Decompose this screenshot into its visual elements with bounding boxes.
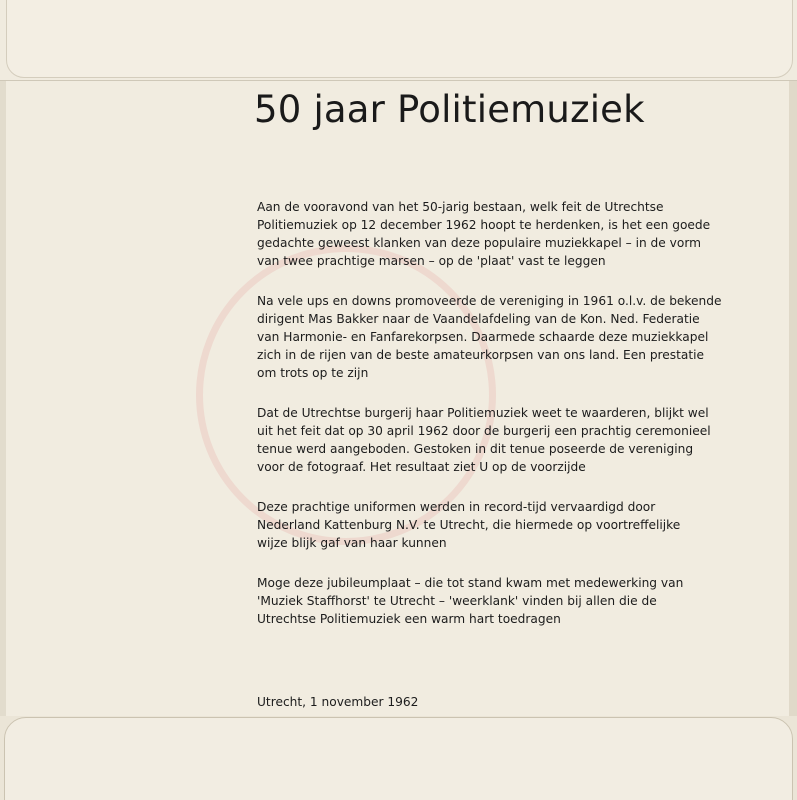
- text-line: Utrechtse Politiemuziek een warm hart toedragen: [257, 612, 561, 626]
- text-line: Moge deze jubileumplaat – die tot stand kwam met medewerking van: [257, 576, 684, 590]
- text-line: Aan de vooravond van het 50-jarig bestaan, welk feit de Utrechtse: [257, 200, 664, 214]
- text-line: Na vele ups en downs promoveerde de vereniging in 1961 o.l.v. de bekende: [257, 294, 722, 308]
- paragraph-3: [257, 404, 777, 476]
- text-line: om trots op te zijn: [257, 366, 369, 380]
- text-line: Politiemuziek op 12 december 1962 hoopt te herdenken, is het een goede: [257, 218, 711, 232]
- text-line: Deze prachtige uniformen werden in record-tijd vervaardigd door: [257, 500, 656, 514]
- text-line: gedachte geweest klanken van deze populaire muziekkapel – in de vorm: [257, 236, 702, 250]
- text-line: van Harmonie- en Fanfarekorpsen. Daarmede schaarde deze muziekkapel: [257, 330, 709, 344]
- text-line: dirigent Mas Bakker naar de Vaandelafdeling van de Kon. Ned. Federatie: [257, 312, 700, 326]
- sleeve-bottom-flap-fold: [4, 717, 793, 800]
- paragraph-2: [257, 292, 777, 382]
- paragraph-5: [257, 574, 777, 628]
- text-line: uit het feit dat op 30 april 1962 door de burgerij een prachtig ceremonieel: [257, 424, 711, 438]
- sleeve-right-edge: [789, 0, 797, 800]
- paragraph-4: [257, 498, 777, 552]
- text-line: voor de fotograaf. Het resultaat ziet U op de voorzijde: [257, 460, 586, 474]
- text-line: van twee prachtige marsen – op de 'plaat' vast te leggen: [257, 254, 606, 268]
- sleeve-left-edge: [0, 0, 6, 800]
- sleeve-top-flap-fold: [6, 0, 793, 78]
- page-title: 50 jaar Politiemuziek: [254, 88, 645, 131]
- text-line: tenue werd aangeboden. Gestoken in dit tenue poseerde de vereniging: [257, 442, 694, 456]
- text-line: zich in de rijen van de beste amateurkorpsen van ons land. Een prestatie: [257, 348, 705, 362]
- text-line: Dat de Utrechtse burgerij haar Politiemuziek weet te waarderen, blijkt wel: [257, 406, 709, 420]
- liner-notes: [257, 198, 777, 650]
- text-line: 'Muziek Staffhorst' te Utrecht – 'weerklank' vinden bij allen die de: [257, 594, 657, 608]
- text-line: wijze blijk gaf van haar kunnen: [257, 536, 447, 550]
- signature-date: Utrecht, 1 november 1962: [257, 695, 419, 709]
- text-line: Nederland Kattenburg N.V. te Utrecht, die hiermede op voortreffelijke: [257, 518, 681, 532]
- paragraph-1: [257, 198, 777, 270]
